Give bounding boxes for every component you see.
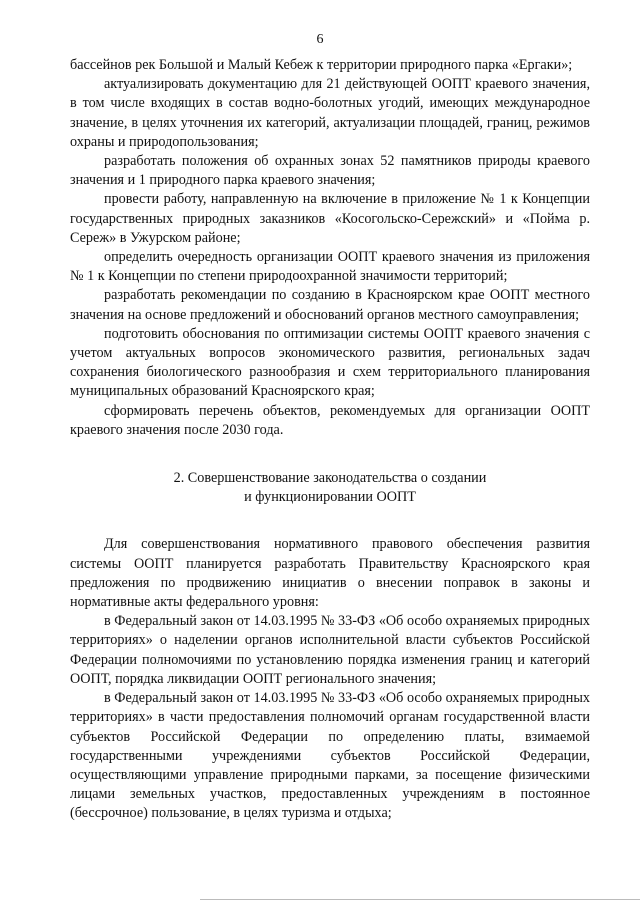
page-number: 6 [316,32,324,47]
paragraph: определить очередность организации ООПТ краевого значения из приложения № 1 к Концепции по степени природоохранной значимости территорий; [70,249,590,285]
paragraph: в Федеральный закон от 14.03.1995 № 33-ФЗ «Об особо охраняемых природных территориях» о наделении органов исполнительной власти субъектов Российской Федерации полномочиями по установлению порядка изменения границ и категорий ООПТ, порядка ликвидации ООПТ регионального значения; [70,613,590,687]
paragraph: сформировать перечень объектов, рекомендуемых для организации ООПТ краевого значения после 2030 года. [70,402,590,438]
paragraph: актуализировать документацию для 21 действующей ООПТ краевого значения, в том числе входящих в состав водно-болотных угодий, имеющих международное значение, в целях уточнения их категорий, актуализации площадей, границ, режимов охраны и природопользования; [70,76,590,150]
paragraph: подготовить обоснования по оптимизации системы ООПТ краевого значения с учетом актуальных вопросов экономического развития, региональных задач сохранения биологического разнообразия и схем территориального планирования муниципальных образований Красноярского края; [70,325,590,400]
paragraph: Для совершенствования нормативного правового обеспечения развития системы ООПТ планируется разработать Правительству Красноярского края предложения по продвижению инициатив о внесении поправок в законы и нормативные акты федерального уровня: [70,536,590,611]
scan-edge-line [200,899,640,900]
section-heading [70,469,590,507]
paragraph: провести работу, направленную на включение в приложение № 1 к Концепции государственных природных заказников «Косогольско-Сережский» и «Пойма р. Сереж» в Ужурском районе; [70,191,590,246]
paragraph-continuation: бассейнов рек Большой и Малый Кебеж к территории природного парка «Ергаки»; [70,57,573,73]
document-body [70,56,590,824]
paragraph: в Федеральный закон от 14.03.1995 № 33-ФЗ «Об особо охраняемых природных территориях» в части предоставления полномочий органам государственной власти субъектов Российской Федерации по определению платы, взимаемой государственными учреждениями субъектов Российской Федерации, осуществляющими управление природными парками, за посещение физическими лицами земельных участков, предоставленных учреждениям в постоянное (бессрочное) пользование, в целях туризма и отдыха; [70,690,590,822]
paragraph: разработать положения об охранных зонах 52 памятников природы краевого значения и 1 природного парка краевого значения; [70,153,590,189]
section-heading-line-2: и функционировании ООПТ [244,489,416,506]
paragraph: разработать рекомендации по созданию в Красноярском крае ООПТ местного значения на основе предложений и обоснований органов местного самоуправления; [70,287,590,323]
section-heading-line-1: 2. Совершенствование законодательства о создании [173,470,487,487]
